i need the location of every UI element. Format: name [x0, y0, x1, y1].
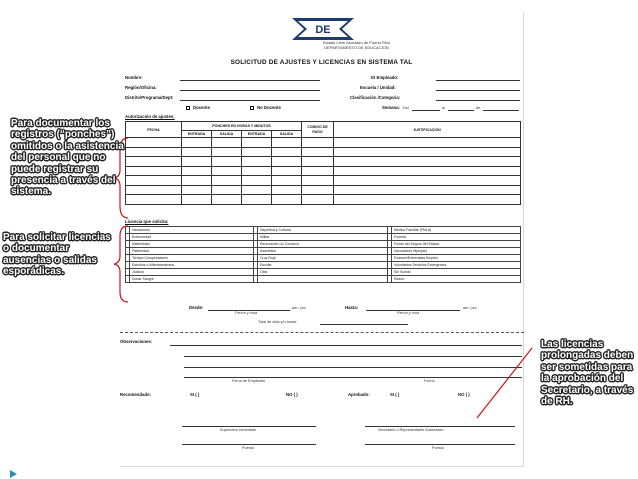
bracket-licencias-icon — [114, 226, 128, 302]
recomendado-si[interactable]: SI ( ) — [190, 392, 200, 397]
licencia-option-label: Examen/Entrevistas Empleo — [392, 255, 521, 262]
licencia-option-label: Paternidad — [130, 248, 254, 255]
hasta-ampm: am / pm — [463, 306, 477, 310]
secretario-label: Secretario o Representante Autorizado — [378, 428, 444, 432]
header-line1: Estado Libre Asociado de Puerto Rico — [322, 40, 391, 45]
note-rh: Las licencias prolongadas deben ser sometidas para la aprobación del Secretario, a través de RH. — [541, 339, 634, 408]
docente-label: Docente — [193, 105, 210, 110]
no-docente-label: No Docente — [257, 105, 281, 110]
field-id-label: ID Empleado: — [371, 75, 399, 80]
licencia-option-label: Vacunación Hijos(as) — [392, 248, 521, 255]
field-escuela-label: Escuela / Unidad: — [360, 85, 396, 90]
logo-text: DE — [315, 24, 331, 36]
supervisor-label: Supervisor Inmediato — [220, 428, 256, 432]
desde-label: Desde: — [189, 305, 204, 310]
licencia-option-label: Estudios o Adiestramientos — [130, 262, 254, 269]
licencia-option-label: Razón: — [392, 276, 521, 283]
licencia-option-label: Voluntarios Servicios Emergencia — [392, 262, 521, 269]
firma-empleado-label: Firma de Empleado — [232, 379, 266, 383]
hasta-label: Hasta: — [345, 305, 359, 310]
recomendado-no[interactable]: NO ( ) — [286, 392, 298, 397]
col-ponches: PONCHES EN HORAS Y MINUTOS — [182, 122, 302, 131]
aprobado-label: Aprobado: — [348, 392, 370, 397]
field-clasificacion-label: Clasificación /Categoria: — [350, 95, 401, 100]
puesto-left-label: Puesto — [242, 446, 254, 450]
autorizacion-label: Autorización de ajustes: — [125, 114, 175, 119]
col-fecha: FECHA — [126, 122, 182, 138]
puesto-right-label: Puesto — [432, 446, 444, 450]
total-label: Total de días y/u horas: — [258, 320, 298, 324]
licencia-option-label: Enfermedad — [130, 234, 254, 241]
licencia-option-label: Vacaciones — [130, 227, 254, 234]
licencia-option-label: Funeral — [392, 234, 521, 241]
licencia-option-label: Sin Sueldo — [392, 269, 521, 276]
licencia-option-label: Renovación Lic Conducir — [258, 241, 388, 248]
desde-ampm: am / pm — [292, 306, 306, 310]
licencia-option-label: Asamblea — [258, 248, 388, 255]
aprobado-si[interactable]: SI ( ) — [390, 392, 400, 397]
licencia-option-label: Otra: — [258, 269, 388, 276]
semana-de: de — [476, 106, 481, 110]
aprobado-no[interactable]: NO ( ) — [458, 392, 470, 397]
desde-fecha-hora: Fecha y hora — [235, 311, 258, 315]
licencia-option-label: Cruz Roja — [258, 255, 388, 262]
licencia-option-label: Fondo del Seguro del Estado — [392, 241, 521, 248]
recomendado-label: Recomendado: — [120, 392, 152, 397]
semana-del: Del — [403, 106, 409, 110]
semana-al: al — [442, 106, 445, 110]
semana-label: Semana: — [382, 105, 400, 110]
licencia-option-label: Escolar — [258, 262, 388, 269]
col-entrada-1: ENTRADA — [182, 131, 212, 138]
col-salida-1: SALIDA — [212, 131, 242, 138]
col-codigo: CODIGO DE PAGO — [302, 122, 334, 138]
arrow-rh-icon — [477, 348, 532, 418]
col-entrada-2: ENTRADA — [242, 131, 272, 138]
licencia-option-label: Maternidad — [130, 241, 254, 248]
col-salida-2: SALIDA — [272, 131, 302, 138]
field-region-label: Región/Oficina: — [125, 85, 157, 90]
licencia-option-label: Deportiva y Cultural — [258, 227, 388, 234]
licencia-option-label: Donar Sangre — [130, 276, 254, 283]
hasta-fecha-hora: Fecha y hora — [397, 311, 420, 315]
field-nombre-label: Nombre: — [125, 75, 143, 80]
field-distrito-label: Distrito/Programa/Dept: — [125, 95, 174, 100]
licencia-option-label: Judicial — [130, 269, 254, 276]
licencia-option-label: Médico Familiar (FMLA) — [392, 227, 521, 234]
observaciones-label: Observaciones: — [120, 339, 153, 344]
licencia-option-label: Tiempo Compensatorio — [130, 255, 254, 262]
licencia-label: Licencia que solicita: — [125, 219, 169, 224]
fecha-firma-label: Fecha — [424, 379, 435, 383]
note-ponches: Para documentar los registros (“ponches”) omitidos o la asistencia del personal que no puede registrar su presencia a través del sistema. — [11, 118, 124, 198]
form-title: SOLICITUD DE AJUSTES Y LICENCIAS EN SISTEMA TAL — [230, 59, 413, 66]
col-justificacion: JUSTIFICACIÓN — [334, 122, 521, 138]
licencia-option-label: Militar — [258, 234, 388, 241]
note-licencias: Para solicitar licencias o documentar ausencias o salidas esporádicas. — [3, 232, 111, 278]
header-line2: DEPARTAMENTO DE EDUCACION — [324, 45, 389, 50]
